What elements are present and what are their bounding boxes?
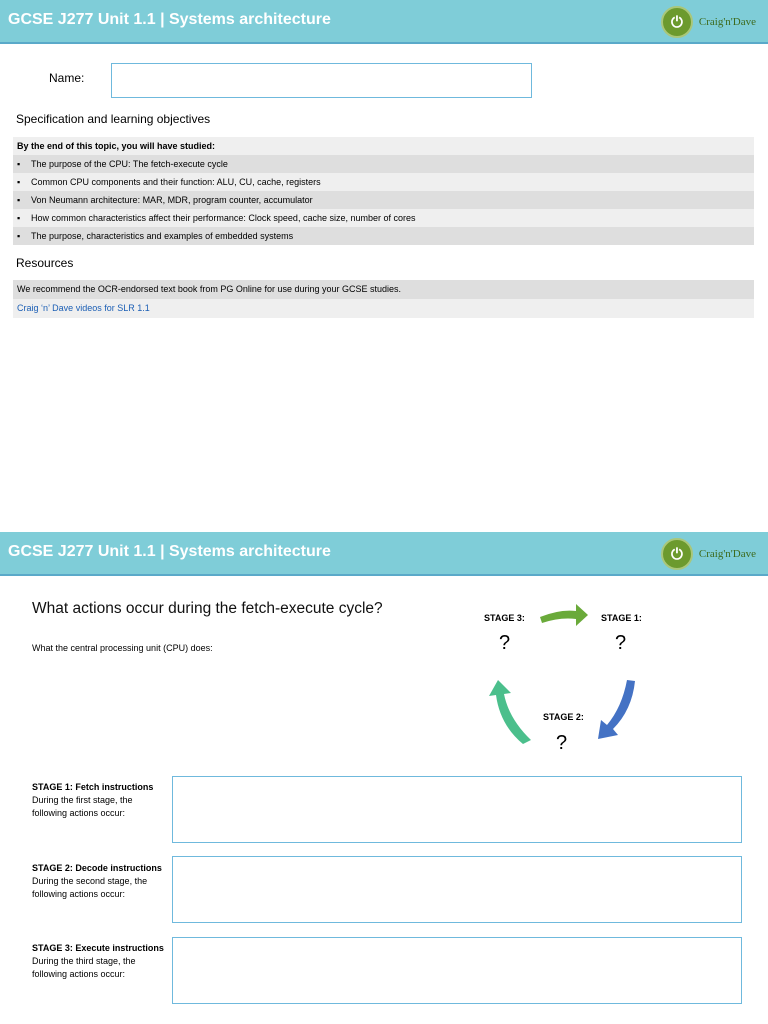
page-header — [0, 0, 768, 44]
objective-text: Von Neumann architecture: MAR, MDR, program counter, accumulator — [31, 195, 313, 205]
stage1-answer-box[interactable] — [172, 776, 742, 843]
stage1-label: STAGE 1: — [601, 613, 642, 623]
objective-item — [13, 155, 754, 173]
resources-text: We recommend the OCR-endorsed text book from PG Online for use during your GCSE studies. — [13, 280, 754, 299]
stage3-answer-box[interactable] — [172, 937, 742, 1004]
question-heading: What actions occur during the fetch-execute cycle? — [32, 600, 383, 617]
bullet-icon: ▪ — [17, 231, 21, 241]
stage3-placeholder: ? — [499, 632, 511, 654]
objective-item — [13, 173, 754, 191]
stage2-placeholder: ? — [556, 732, 568, 754]
stage1-placeholder: ? — [615, 632, 627, 654]
stage2-description — [32, 862, 170, 901]
stage3-label: STAGE 3: — [484, 613, 525, 623]
objective-item — [13, 209, 754, 227]
bullet-icon: ▪ — [17, 195, 21, 205]
stage1-description — [32, 781, 170, 820]
stage3-text: During the third stage, the following actions occur: — [32, 956, 136, 979]
spec-heading: Specification and learning objectives — [16, 112, 211, 126]
power-icon: ⏻ — [661, 6, 693, 38]
page-title: GCSE J277 Unit 1.1 | Systems architecture — [8, 543, 331, 560]
bullet-icon: ▪ — [17, 177, 21, 187]
objective-text: The purpose, characteristics and examples of embedded systems — [31, 231, 294, 241]
objective-item — [13, 227, 754, 245]
power-icon: ⏻ — [661, 538, 693, 570]
cycle-arrow-blue — [598, 680, 635, 739]
objective-item — [13, 191, 754, 209]
resources-link-row — [13, 299, 754, 318]
stage1-title: STAGE 1: Fetch instructions — [32, 782, 154, 792]
bullet-icon: ▪ — [17, 213, 21, 223]
brand-name: Craig'n'Dave — [698, 548, 756, 560]
cpu-does-label: What the central processing unit (CPU) does: — [32, 643, 213, 653]
brand — [661, 537, 756, 571]
stage1-text: During the first stage, the following actions occur: — [32, 795, 133, 818]
name-label: Name: — [49, 71, 85, 85]
stage3-title: STAGE 3: Execute instructions — [32, 943, 164, 953]
page-header — [0, 532, 768, 576]
objective-text: How common characteristics affect their performance: Clock speed, cache size, number of cores — [31, 213, 416, 223]
objectives-intro: By the end of this topic, you will have studied: — [13, 137, 754, 155]
objectives-table — [13, 137, 754, 245]
cycle-arrow-teal — [489, 680, 531, 744]
resources-heading: Resources — [16, 256, 74, 270]
cycle-arrow-green — [540, 604, 588, 626]
brand-name: Craig'n'Dave — [698, 16, 756, 28]
objective-text: The purpose of the CPU: The fetch-execute cycle — [31, 159, 228, 169]
stage2-label: STAGE 2: — [543, 712, 584, 722]
objective-text: Common CPU components and their function: ALU, CU, cache, registers — [31, 177, 321, 187]
stage2-title: STAGE 2: Decode instructions — [32, 863, 162, 873]
videos-link[interactable]: Craig ‘n’ Dave videos for SLR 1.1 — [17, 303, 150, 313]
name-field[interactable] — [111, 63, 532, 98]
stage2-text: During the second stage, the following actions occur: — [32, 876, 148, 899]
resources-table — [13, 280, 754, 318]
bullet-icon: ▪ — [17, 159, 21, 169]
stage3-description — [32, 942, 170, 981]
stage2-answer-box[interactable] — [172, 856, 742, 923]
brand — [661, 5, 756, 39]
page-title: GCSE J277 Unit 1.1 | Systems architecture — [8, 11, 331, 28]
